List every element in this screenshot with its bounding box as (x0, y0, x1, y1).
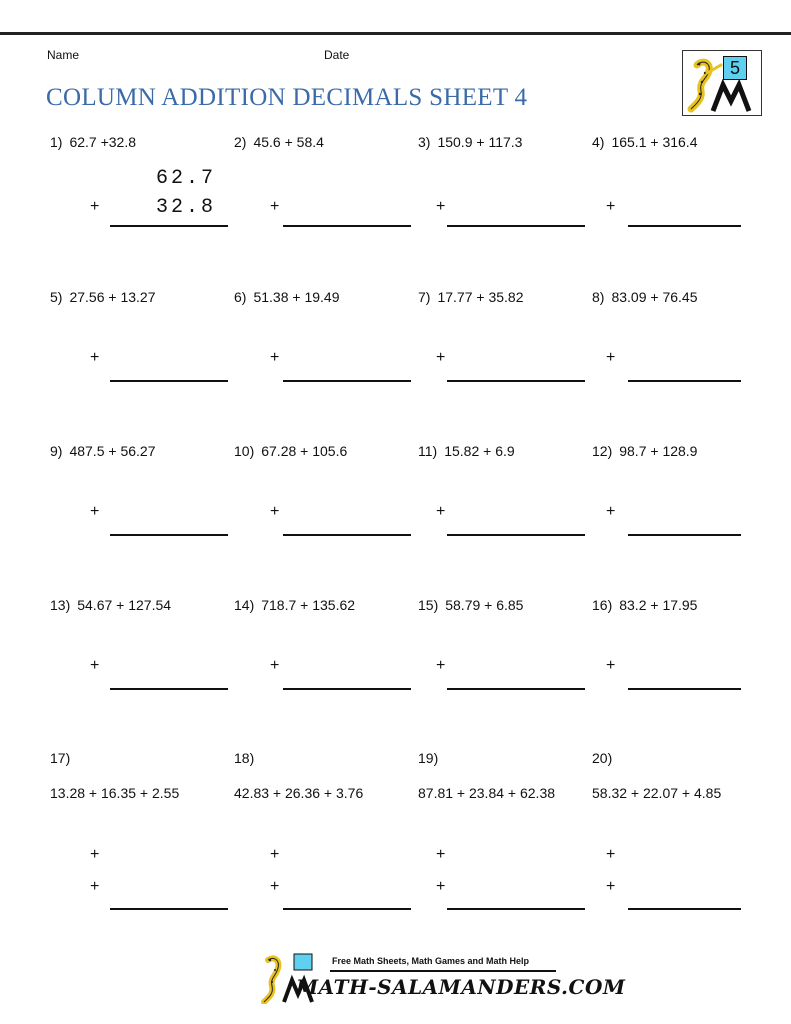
problem-number: 4) (592, 134, 605, 150)
problem-number: 11) (418, 443, 438, 459)
answer-line[interactable] (110, 908, 228, 910)
problem-expression: 83.09 + 76.45 (611, 289, 698, 305)
problem-number: 6) (234, 289, 247, 305)
problem-expression: 42.83 + 26.36 + 3.76 (234, 785, 364, 801)
answer-line[interactable] (628, 908, 741, 910)
problem-10 (234, 443, 347, 459)
problem-18 (234, 750, 363, 801)
problem-expression: 45.6 + 58.4 (253, 134, 324, 150)
problem-number: 1) (50, 134, 63, 150)
problem-number: 8) (592, 289, 605, 305)
problem-expression: 54.67 + 127.54 (77, 597, 172, 613)
problem-15 (418, 597, 523, 613)
answer-line[interactable] (110, 380, 228, 382)
problem-expression: 58.79 + 6.85 (445, 597, 524, 613)
problem-expression: 51.38 + 19.49 (253, 289, 340, 305)
answer-line[interactable] (447, 380, 585, 382)
problem-expression: 67.28 + 105.6 (261, 443, 348, 459)
plus-sign: + (90, 846, 100, 863)
grade-badge: 5 (723, 56, 747, 80)
answer-line[interactable] (283, 225, 411, 227)
problem-number: 20) (592, 750, 613, 766)
problem-expression: 87.81 + 23.84 + 62.38 (418, 785, 556, 801)
problem-1 (50, 134, 136, 150)
plus-sign: + (270, 198, 280, 215)
answer-line[interactable] (447, 225, 585, 227)
plus-sign: + (606, 657, 616, 674)
problem-expression: 62.7 +32.8 (69, 134, 137, 150)
problem-6 (234, 289, 339, 305)
answer-line[interactable] (447, 534, 585, 536)
problem-13 (50, 597, 171, 613)
problem-expression: 718.7 + 135.62 (261, 597, 356, 613)
plus-sign: + (606, 503, 616, 520)
example-top-number: 62.7 (156, 167, 217, 190)
plus-sign: + (90, 198, 100, 215)
problem-11 (418, 443, 515, 459)
problem-number: 15) (418, 597, 439, 613)
problem-number: 17) (50, 750, 71, 766)
problem-expression: 98.7 + 128.9 (619, 443, 698, 459)
problem-number: 19) (418, 750, 439, 766)
answer-line[interactable] (283, 908, 411, 910)
problem-expression: 27.56 + 13.27 (69, 289, 156, 305)
problem-expression: 487.5 + 56.27 (69, 443, 156, 459)
problem-5 (50, 289, 155, 305)
plus-sign: + (270, 349, 280, 366)
plus-sign: + (90, 349, 100, 366)
problem-number: 7) (418, 289, 431, 305)
problem-14 (234, 597, 355, 613)
plus-sign: + (436, 349, 446, 366)
plus-sign: + (90, 878, 100, 895)
problem-expression: 17.77 + 35.82 (437, 289, 524, 305)
name-label: Name (47, 48, 80, 62)
plus-sign: + (606, 878, 616, 895)
plus-sign: + (436, 198, 446, 215)
plus-sign: + (436, 846, 446, 863)
answer-line[interactable] (283, 380, 411, 382)
answer-line[interactable] (110, 534, 228, 536)
problem-16 (592, 597, 697, 613)
plus-sign: + (270, 503, 280, 520)
salamander-logo (682, 50, 762, 116)
problem-number: 10) (234, 443, 255, 459)
problem-number: 9) (50, 443, 63, 459)
answer-line[interactable] (283, 534, 411, 536)
problem-expression: 165.1 + 316.4 (611, 134, 698, 150)
problem-number: 16) (592, 597, 613, 613)
answer-line[interactable] (283, 688, 411, 690)
problem-12 (592, 443, 697, 459)
problem-3 (418, 134, 522, 150)
example-bottom-number: 32.8 (156, 196, 217, 219)
problem-20 (592, 750, 721, 801)
problem-number: 18) (234, 750, 255, 766)
top-rule (0, 32, 791, 35)
plus-sign: + (90, 657, 100, 674)
plus-sign: + (90, 503, 100, 520)
salamander-logo-icon (683, 51, 761, 115)
plus-sign: + (606, 846, 616, 863)
answer-line[interactable] (447, 908, 585, 910)
problem-4 (592, 134, 697, 150)
problem-7 (418, 289, 523, 305)
answer-line[interactable] (110, 225, 228, 227)
answer-line[interactable] (628, 534, 741, 536)
problem-number: 3) (418, 134, 431, 150)
problem-number: 5) (50, 289, 63, 305)
footer-brand-link[interactable]: MATH-SALAMANDERS.COM (296, 975, 626, 999)
answer-line[interactable] (628, 225, 741, 227)
problem-expression: 83.2 + 17.95 (619, 597, 698, 613)
plus-sign: + (606, 349, 616, 366)
problem-expression: 150.9 + 117.3 (437, 134, 523, 150)
problem-expression: 58.32 + 22.07 + 4.85 (592, 785, 722, 801)
plus-sign: + (270, 657, 280, 674)
problem-17 (50, 750, 179, 801)
footer-rule (330, 970, 556, 972)
footer-tagline: Free Math Sheets, Math Games and Math Help (332, 956, 530, 966)
plus-sign: + (436, 503, 446, 520)
problem-number: 14) (234, 597, 255, 613)
problem-8 (592, 289, 697, 305)
answer-line[interactable] (628, 380, 741, 382)
plus-sign: + (436, 657, 446, 674)
problem-number: 13) (50, 597, 71, 613)
problem-number: 2) (234, 134, 247, 150)
plus-sign: + (606, 198, 616, 215)
answer-line[interactable] (447, 688, 585, 690)
problem-9 (50, 443, 155, 459)
answer-line[interactable] (110, 688, 228, 690)
plus-sign: + (270, 878, 280, 895)
date-label: Date (324, 48, 350, 62)
worksheet-title: COLUMN ADDITION DECIMALS SHEET 4 (46, 84, 528, 111)
problem-expression: 15.82 + 6.9 (444, 443, 515, 459)
problem-2 (234, 134, 324, 150)
problem-number: 12) (592, 443, 613, 459)
problem-expression: 13.28 + 16.35 + 2.55 (50, 785, 180, 801)
answer-line[interactable] (628, 688, 741, 690)
plus-sign: + (436, 878, 446, 895)
problem-19 (418, 750, 555, 801)
plus-sign: + (270, 846, 280, 863)
